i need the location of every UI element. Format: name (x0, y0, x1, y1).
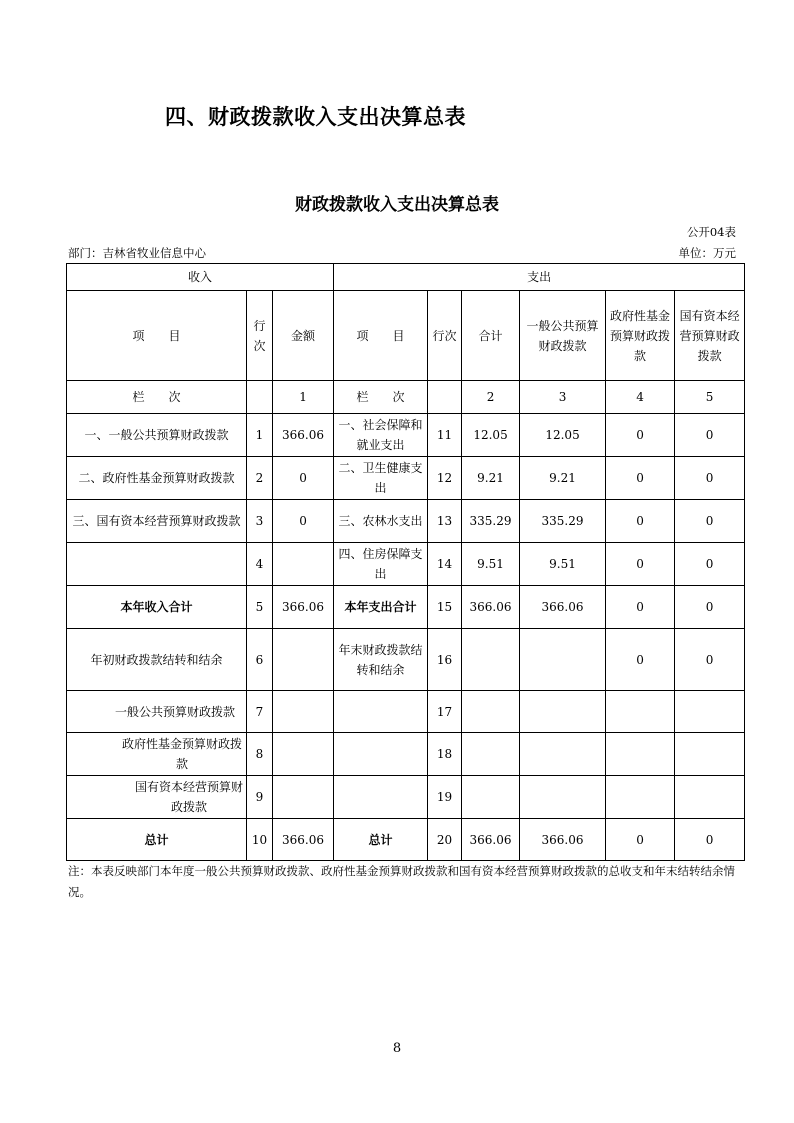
income-amount (273, 691, 334, 733)
total-amount: 9.51 (462, 543, 520, 586)
section-heading: 四、财政拨款收入支出决算总表 (165, 105, 466, 129)
expenditure-item: 一、社会保障和就业支出 (334, 414, 428, 457)
gov-fund-amount (606, 733, 675, 776)
expenditure-row-no: 17 (428, 691, 462, 733)
income-item: 二、政府性基金预算财政拨款 (67, 457, 247, 500)
gov-fund-amount: 0 (606, 819, 675, 861)
general-budget-header: 一般公共预算财政拨款 (520, 291, 606, 381)
col-index-label: 栏 次 (67, 381, 247, 414)
income-item: 本年收入合计 (67, 586, 247, 629)
table-row (67, 819, 745, 861)
table-row (67, 457, 745, 500)
general-budget-amount (520, 629, 606, 691)
state-capital-amount: 0 (675, 414, 745, 457)
income-amount: 366.06 (273, 819, 334, 861)
income-amount: 0 (273, 500, 334, 543)
expenditure-row-no: 14 (428, 543, 462, 586)
general-budget-amount: 366.06 (520, 586, 606, 629)
col-index-5: 5 (675, 381, 745, 414)
general-budget-amount (520, 776, 606, 819)
table-row (67, 691, 745, 733)
table-row (67, 414, 745, 457)
expenditure-row-no: 11 (428, 414, 462, 457)
income-amount: 366.06 (273, 586, 334, 629)
expenditure-row-no: 20 (428, 819, 462, 861)
budget-summary-table (66, 263, 745, 861)
income-row-no: 4 (247, 543, 273, 586)
table-row (67, 500, 745, 543)
gov-fund-amount (606, 691, 675, 733)
expenditure-row-no: 15 (428, 586, 462, 629)
col-index-2: 2 (462, 381, 520, 414)
col-index-empty-2 (428, 381, 462, 414)
expenditure-item: 四、住房保障支出 (334, 543, 428, 586)
col-index-1: 1 (273, 381, 334, 414)
state-capital-amount: 0 (675, 500, 745, 543)
income-amount (273, 543, 334, 586)
total-amount: 335.29 (462, 500, 520, 543)
income-row-no-header: 行次 (247, 291, 273, 381)
income-row-no: 7 (247, 691, 273, 733)
income-amount (273, 629, 334, 691)
gov-fund-amount: 0 (606, 586, 675, 629)
state-capital-amount: 0 (675, 629, 745, 691)
total-amount (462, 629, 520, 691)
total-amount: 366.06 (462, 819, 520, 861)
col-index-label-2: 栏 次 (334, 381, 428, 414)
gov-fund-header: 政府性基金预算财政拨款 (606, 291, 675, 381)
income-item: 年初财政拨款结转和结余 (67, 629, 247, 691)
income-item: 三、国有资本经营预算财政拨款 (67, 500, 247, 543)
state-capital-amount (675, 691, 745, 733)
gov-fund-amount (606, 776, 675, 819)
expenditure-item: 二、卫生健康支出 (334, 457, 428, 500)
income-item: 总计 (67, 819, 247, 861)
income-item: 一、一般公共预算财政拨款 (67, 414, 247, 457)
expenditure-item (334, 733, 428, 776)
general-budget-amount: 335.29 (520, 500, 606, 543)
income-item: 国有资本经营预算财政拨款 (67, 776, 247, 819)
state-capital-amount: 0 (675, 586, 745, 629)
amount-header: 金额 (273, 291, 334, 381)
col-index-empty (247, 381, 273, 414)
income-row-no: 8 (247, 733, 273, 776)
expenditure-item: 本年支出合计 (334, 586, 428, 629)
table-code: 公开04表 (686, 225, 736, 239)
table-row (67, 776, 745, 819)
col-index-3: 3 (520, 381, 606, 414)
income-row-no: 6 (247, 629, 273, 691)
gov-fund-amount: 0 (606, 500, 675, 543)
expenditure-row-no: 12 (428, 457, 462, 500)
general-budget-amount: 9.51 (520, 543, 606, 586)
expenditure-item: 总计 (334, 819, 428, 861)
table-row (67, 543, 745, 586)
expenditure-row-no: 18 (428, 733, 462, 776)
income-amount: 0 (273, 457, 334, 500)
unit-label: 单位：万元 (678, 246, 736, 260)
income-row-no: 9 (247, 776, 273, 819)
table-row (67, 586, 745, 629)
general-budget-amount: 9.21 (520, 457, 606, 500)
expenditure-item (334, 776, 428, 819)
income-item (67, 543, 247, 586)
total-amount (462, 776, 520, 819)
income-amount (273, 733, 334, 776)
total-amount: 12.05 (462, 414, 520, 457)
income-amount: 366.06 (273, 414, 334, 457)
income-row-no: 2 (247, 457, 273, 500)
income-item-header: 项 目 (67, 291, 247, 381)
table-row (67, 733, 745, 776)
total-amount (462, 691, 520, 733)
state-capital-amount: 0 (675, 543, 745, 586)
state-capital-amount: 0 (675, 819, 745, 861)
gov-fund-amount: 0 (606, 543, 675, 586)
expenditure-header: 支出 (334, 264, 745, 291)
general-budget-amount (520, 733, 606, 776)
department-label: 部门：吉林省牧业信息中心 (68, 246, 206, 260)
income-row-no: 1 (247, 414, 273, 457)
state-capital-amount: 0 (675, 457, 745, 500)
general-budget-amount: 12.05 (520, 414, 606, 457)
income-header: 收入 (67, 264, 334, 291)
income-row-no: 10 (247, 819, 273, 861)
expenditure-item-header: 项 目 (334, 291, 428, 381)
expenditure-row-no: 13 (428, 500, 462, 543)
state-capital-header: 国有资本经营预算财政拨款 (675, 291, 745, 381)
income-amount (273, 776, 334, 819)
page-number: 8 (392, 1041, 402, 1056)
gov-fund-amount: 0 (606, 414, 675, 457)
col-index-4: 4 (606, 381, 675, 414)
state-capital-amount (675, 776, 745, 819)
total-amount: 366.06 (462, 586, 520, 629)
income-item: 一般公共预算财政拨款 (67, 691, 247, 733)
expenditure-row-no: 16 (428, 629, 462, 691)
expenditure-item: 年末财政拨款结转和结余 (334, 629, 428, 691)
general-budget-amount (520, 691, 606, 733)
general-budget-amount: 366.06 (520, 819, 606, 861)
table-note: 注：本表反映部门本年度一般公共预算财政拨款、政府性基金预算财政拨款和国有资本经营预算财政拨款的总收支和年末结转结余情况。 (68, 864, 735, 899)
total-header: 合计 (462, 291, 520, 381)
expenditure-row-no-header: 行次 (428, 291, 462, 381)
expenditure-item: 三、农林水支出 (334, 500, 428, 543)
table-row (67, 629, 745, 691)
gov-fund-amount: 0 (606, 457, 675, 500)
gov-fund-amount: 0 (606, 629, 675, 691)
income-row-no: 3 (247, 500, 273, 543)
income-row-no: 5 (247, 586, 273, 629)
table-title: 财政拨款收入支出决算总表 (295, 195, 499, 215)
total-amount (462, 733, 520, 776)
total-amount: 9.21 (462, 457, 520, 500)
income-item: 政府性基金预算财政拨款 (67, 733, 247, 776)
state-capital-amount (675, 733, 745, 776)
expenditure-row-no: 19 (428, 776, 462, 819)
expenditure-item (334, 691, 428, 733)
